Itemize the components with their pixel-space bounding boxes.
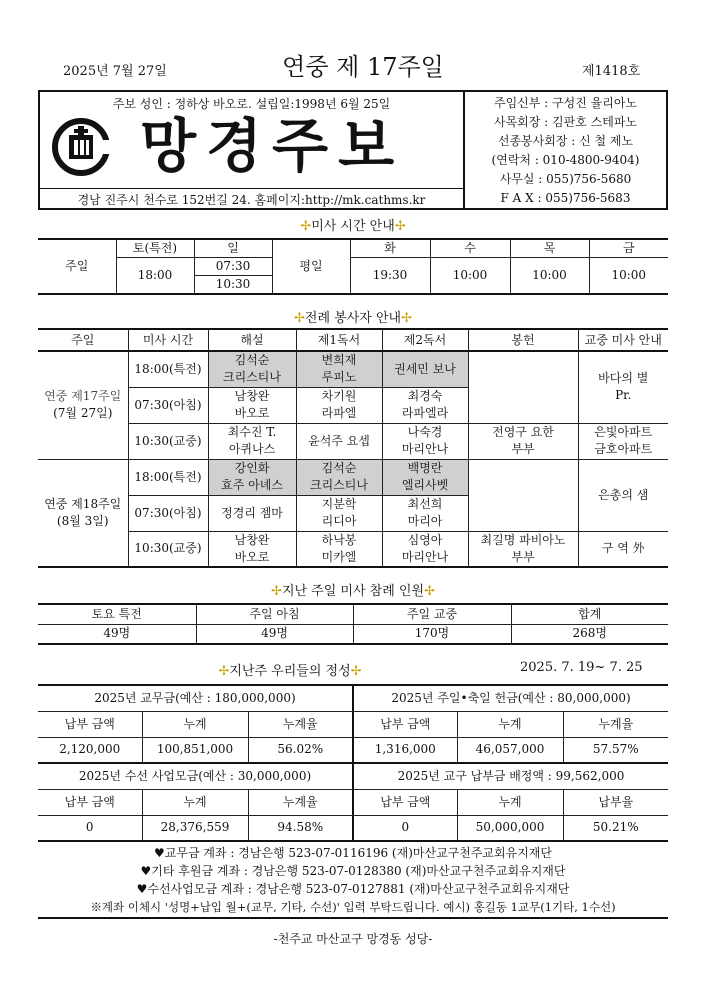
commentator: 최수진 T. 아퀴나스 bbox=[208, 423, 296, 459]
mass-time: 07:30(아침) bbox=[128, 495, 208, 531]
repair-header-rate: 누계율 bbox=[248, 789, 353, 815]
reader1: 차기원 라파엘 bbox=[296, 387, 382, 423]
commentator: 남창완 바오로 bbox=[208, 387, 296, 423]
offering-week2: 최길명 파비아노 부부 bbox=[468, 531, 578, 567]
commentator: 강인화 효주 아녜스 bbox=[208, 459, 296, 495]
diocese-header-paid: 납부 금액 bbox=[353, 789, 457, 815]
att-header-main: 주일 교중 bbox=[353, 604, 511, 624]
notice-week2a: 은총의 샘 bbox=[578, 459, 668, 531]
cross-icon: ✢ bbox=[271, 584, 282, 599]
tue-time: 19:30 bbox=[350, 258, 430, 295]
cross-icon: ✢ bbox=[394, 219, 406, 234]
tithe-header-rate: 누계율 bbox=[248, 711, 353, 737]
sunday-label: 주일 bbox=[38, 239, 116, 294]
att-value-main: 170명 bbox=[353, 624, 511, 644]
offering-empty bbox=[468, 351, 578, 423]
att-header-total: 합계 bbox=[511, 604, 668, 624]
repair-header-total: 누계 bbox=[142, 789, 248, 815]
col-mass-time: 미사 시간 bbox=[128, 329, 208, 351]
week2-label: 연중 제18주일 (8월 3일) bbox=[38, 459, 128, 567]
table-row bbox=[38, 531, 668, 567]
tithe-header-paid: 납부 금액 bbox=[38, 711, 142, 737]
commentator: 김석순 크리스티나 bbox=[208, 351, 296, 387]
collection-header-paid: 납부 금액 bbox=[353, 711, 457, 737]
att-header-sat: 토요 특전 bbox=[38, 604, 196, 624]
col-notice: 교중 미사 안내 bbox=[578, 329, 668, 351]
reader1: 윤석주 요셉 bbox=[296, 423, 382, 459]
att-value-sat: 49명 bbox=[38, 624, 196, 644]
offerings-title: ✢지난주 우리들의 정성✢ bbox=[218, 664, 362, 679]
weekday-label: 평일 bbox=[272, 239, 350, 294]
staff-list bbox=[465, 94, 666, 208]
staff-fax: F A X : 055)756-5683 bbox=[500, 191, 631, 205]
col-sunday: 주일 bbox=[38, 329, 128, 351]
repair-header-paid: 납부 금액 bbox=[38, 789, 142, 815]
day-thu: 목 bbox=[510, 239, 589, 258]
mass-time: 07:30(아침) bbox=[128, 387, 208, 423]
sunday-time-1: 07:30 bbox=[194, 258, 272, 276]
repair-paid: 0 bbox=[38, 815, 142, 841]
account-repair: ♥수선사업모금 계좌 : 경남은행 523-07-0127881 (재)마산교구천주교회유지재단 bbox=[136, 882, 570, 896]
collection-header-rate: 누계율 bbox=[563, 711, 668, 737]
day-wed: 수 bbox=[430, 239, 510, 258]
table-row bbox=[38, 351, 668, 387]
tithe-rate: 56.02% bbox=[248, 737, 353, 763]
thu-time: 10:00 bbox=[510, 258, 589, 295]
issue-date: 2025년 7월 27일 bbox=[63, 64, 167, 79]
notice-week1a: 바다의 별 Pr. bbox=[578, 351, 668, 423]
tithe-total: 100,851,000 bbox=[142, 737, 248, 763]
reader2: 권세민 보나 bbox=[382, 351, 468, 387]
sunday-time-2: 10:30 bbox=[194, 276, 272, 295]
day-tue: 화 bbox=[350, 239, 430, 258]
table-row bbox=[38, 459, 668, 495]
col-reading2: 제2독서 bbox=[382, 329, 468, 351]
table-row bbox=[38, 423, 668, 459]
att-value-total: 268명 bbox=[572, 626, 607, 641]
repair-title: 2025년 수선 사업모금(예산 : 30,000,000) bbox=[38, 763, 353, 789]
reader2: 심영아 마리안나 bbox=[382, 531, 468, 567]
tithe-paid: 2,120,000 bbox=[38, 737, 142, 763]
attendance-title: ✢지난 주일 미사 참례 인원✢ bbox=[271, 584, 435, 599]
repair-rate: 94.58% bbox=[248, 815, 353, 841]
offerings-table bbox=[38, 684, 668, 842]
reader1: 하낙봉 미카엘 bbox=[296, 531, 382, 567]
saturday-label: 토(특전) bbox=[116, 239, 194, 258]
notice-week1b: 은빛아파트 금호아파트 bbox=[578, 423, 668, 459]
account-donation: ♥기타 후원금 계좌 : 경남은행 523-07-0128380 (재)마산교구천주교회유지재단 bbox=[140, 864, 566, 878]
att-header-morning: 주일 아침 bbox=[196, 604, 353, 624]
accounts-box bbox=[38, 844, 668, 919]
diocese-paid: 0 bbox=[353, 815, 457, 841]
collection-rate: 57.57% bbox=[563, 737, 668, 763]
account-tithe: ♥교무금 계좌 : 경남은행 523-07-0116196 (재)마산교구천주교회유지재단 bbox=[154, 846, 552, 860]
mass-time: 10:30(교중) bbox=[128, 531, 208, 567]
fri-time: 10:00 bbox=[611, 268, 647, 282]
col-offering: 봉헌 bbox=[468, 329, 578, 351]
cross-icon: ✢ bbox=[300, 219, 312, 234]
reader2: 백명란 엘리사벳 bbox=[382, 459, 468, 495]
sunday-day-label: 일 bbox=[194, 239, 272, 258]
account-note: ※계좌 이체시 '성명+납입 월+(교무, 기타, 수선)' 입력 부탁드립니다. 예시) 홍길동 1교무(1기타, 1수선) bbox=[90, 900, 616, 914]
attendance-table bbox=[38, 603, 668, 645]
cross-icon: ✢ bbox=[350, 664, 362, 679]
collection-header-total: 누계 bbox=[457, 711, 563, 737]
cross-icon: ✢ bbox=[218, 664, 230, 679]
staff-funeral: 선종봉사회장 : 신 철 제노 bbox=[497, 134, 634, 148]
masthead bbox=[38, 90, 668, 210]
week1-label: 연중 제17주일 (7월 27일) bbox=[38, 351, 128, 459]
col-reading1: 제1독서 bbox=[296, 329, 382, 351]
staff-contact: (연락처 : 010-4800-9404) bbox=[491, 153, 640, 167]
collection-paid: 1,316,000 bbox=[353, 737, 457, 763]
mass-time: 18:00(특전) bbox=[128, 351, 208, 387]
reader1: 변희재 루피노 bbox=[296, 351, 382, 387]
issue-number: 제1418호 bbox=[582, 64, 641, 79]
mass-times-table bbox=[38, 238, 668, 295]
staff-office: 사무실 : 055)756-5680 bbox=[499, 172, 632, 186]
commentator: 남창완 바오로 bbox=[208, 531, 296, 567]
commentator: 정경리 젬마 bbox=[208, 495, 296, 531]
diocese-title: 2025년 교구 납부금 배정액 : 99,562,000 bbox=[353, 763, 668, 789]
offerings-period: 2025. 7. 19~ 7. 25 bbox=[520, 660, 643, 675]
diocese-rate: 50.21% bbox=[592, 820, 639, 835]
cross-icon: ✢ bbox=[294, 311, 305, 326]
saturday-time: 18:00 bbox=[116, 258, 194, 295]
diocese-header-total: 누계 bbox=[457, 789, 563, 815]
staff-pastor: 주임신부 : 구성진 율리아노 bbox=[494, 96, 637, 110]
address-divider bbox=[40, 188, 463, 189]
offering-week1: 전영구 요한 부부 bbox=[468, 423, 578, 459]
servers-table bbox=[38, 328, 668, 568]
mass-times-title: ✢미사 시간 안내✢ bbox=[300, 219, 406, 234]
mass-time: 18:00(특전) bbox=[128, 459, 208, 495]
collection-title: 2025년 주일•축일 헌금(예산 : 80,000,000) bbox=[353, 685, 668, 711]
footer: -천주교 마산교구 망경동 성당- bbox=[273, 932, 433, 946]
col-commentary: 해설 bbox=[208, 329, 296, 351]
tithe-header-total: 누계 bbox=[142, 711, 248, 737]
diocese-total: 50,000,000 bbox=[457, 815, 563, 841]
page-title: 연중 제 17주일 bbox=[282, 53, 444, 81]
reader2: 최선희 마리아 bbox=[382, 495, 468, 531]
repair-total: 28,376,559 bbox=[142, 815, 248, 841]
parish-logo-icon bbox=[52, 118, 110, 176]
masthead-logo-text: 망경주보 bbox=[140, 112, 405, 180]
patron-saint: 주보 성인 : 정하상 바오로. 설립일:1998년 6월 25일 bbox=[112, 97, 391, 111]
servers-title: ✢전례 봉사자 안내✢ bbox=[294, 311, 412, 326]
notice-week2b: 구 역 外 bbox=[601, 541, 645, 556]
staff-council: 사목회장 : 김판호 스테파노 bbox=[494, 115, 637, 129]
att-value-morning: 49명 bbox=[196, 624, 353, 644]
cross-icon: ✢ bbox=[401, 311, 412, 326]
reader2: 나숙경 마리안나 bbox=[382, 423, 468, 459]
reader1: 지분학 리디아 bbox=[296, 495, 382, 531]
parish-address: 경남 진주시 천수로 152번길 24. 홈페이지:http://mk.cathms.kr bbox=[77, 193, 426, 207]
offering-empty bbox=[468, 459, 578, 531]
diocese-header-rate: 납부율 bbox=[563, 789, 668, 815]
day-fri: 금 bbox=[589, 239, 668, 258]
cross-icon: ✢ bbox=[424, 584, 435, 599]
reader2: 최경숙 라파엘라 bbox=[382, 387, 468, 423]
reader1: 김석순 크리스티나 bbox=[296, 459, 382, 495]
tithe-title: 2025년 교무금(예산 : 180,000,000) bbox=[38, 685, 353, 711]
wed-time: 10:00 bbox=[430, 258, 510, 295]
collection-total: 46,057,000 bbox=[457, 737, 563, 763]
mass-time: 10:30(교중) bbox=[128, 423, 208, 459]
